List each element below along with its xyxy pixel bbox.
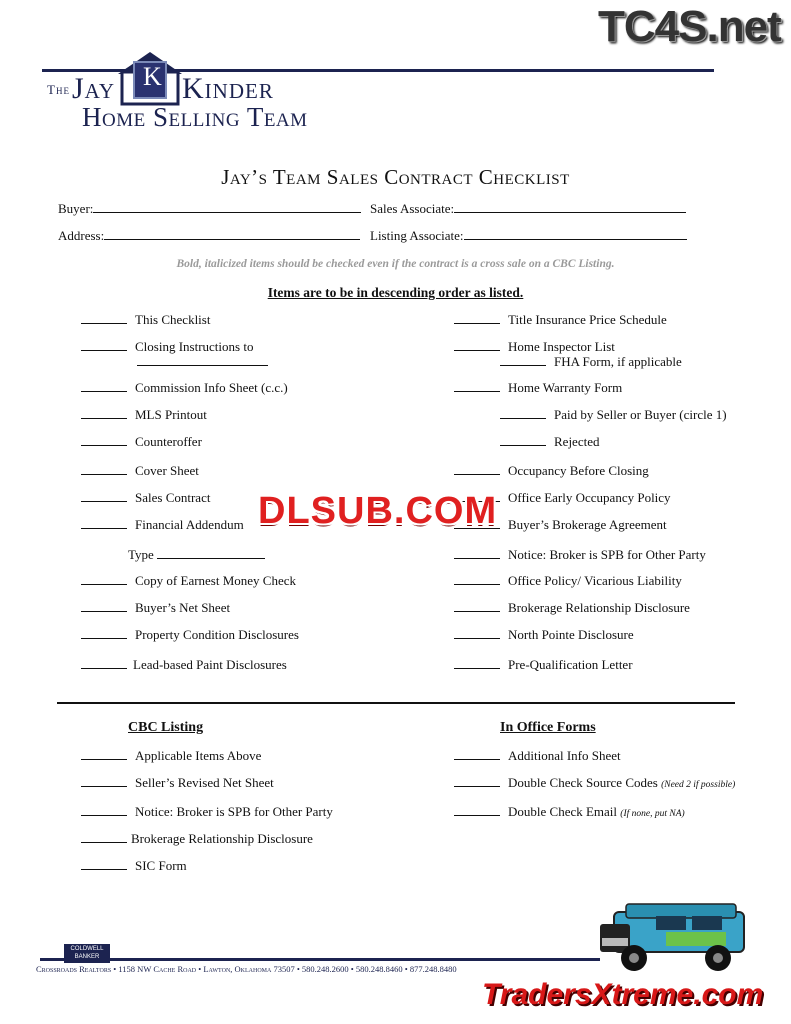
checklist-item[interactable] <box>454 312 667 328</box>
checklist-item[interactable] <box>81 434 202 450</box>
item-label: FHA Form, if applicable <box>554 354 682 369</box>
checklist-item[interactable] <box>454 748 621 764</box>
item-label: Rejected <box>554 434 600 449</box>
checklist-item[interactable] <box>454 600 690 616</box>
item-label: Office Policy/ Vicarious Liability <box>508 573 682 588</box>
checklist-item[interactable] <box>500 407 727 423</box>
checklist-item[interactable] <box>454 804 685 820</box>
hummer-truck-icon <box>596 898 756 976</box>
item-label: North Pointe Disclosure <box>508 627 634 642</box>
logo-home-selling-team: Home Selling Team <box>82 102 308 132</box>
cross-sale-note: Bold, italicized items should be checked even if the contract is a cross sale on a CBC Listing. <box>176 258 615 270</box>
item-label: Occupancy Before Closing <box>508 463 649 478</box>
item-label: Counteroffer <box>135 434 202 449</box>
footer-address: Crossroads Realtors • 1158 NW Cache Road • Lawton, Oklahoma 73507 • 580.248.2600 • 580.248.8460 • 877.248.8480 <box>36 964 457 974</box>
item-label: Property Condition Disclosures <box>135 627 299 642</box>
item-label: Applicable Items Above <box>135 748 262 763</box>
sales-associate-label: Sales Associate: <box>370 201 455 216</box>
logo-kinder: Kinder <box>182 72 274 105</box>
item-label: Double Check Source Codes <box>508 775 658 790</box>
type-field[interactable] <box>128 547 265 563</box>
tradersxtreme-watermark: TradersXtreme.com <box>482 978 764 1011</box>
checklist-item[interactable] <box>454 573 682 589</box>
item-label: Office Early Occupancy Policy <box>508 490 671 505</box>
checklist-item[interactable] <box>454 627 634 643</box>
item-label: Buyer’s Net Sheet <box>135 600 231 615</box>
tc4s-watermark: TC4S.net <box>598 2 781 51</box>
item-label: Paid by Seller or Buyer (circle 1) <box>554 407 727 422</box>
listing-associate-label: Listing Associate: <box>370 228 464 243</box>
checklist-item[interactable] <box>81 517 244 533</box>
checklist-item[interactable] <box>81 858 187 874</box>
checklist-item[interactable] <box>81 490 210 506</box>
checklist-item[interactable] <box>500 434 599 450</box>
item-label: Brokerage Relationship Disclosure <box>131 831 313 846</box>
checklist-item[interactable] <box>81 748 261 764</box>
item-label: Lead-based Paint Disclosures <box>133 657 287 672</box>
footer-rule <box>40 958 600 961</box>
checklist-item[interactable] <box>81 831 313 847</box>
item-label: SIC Form <box>135 858 187 873</box>
checklist-item[interactable] <box>454 339 615 355</box>
checklist-item[interactable] <box>81 600 230 616</box>
item-label: Buyer’s Brokerage Agreement <box>508 517 667 532</box>
item-label: Commission Info Sheet (c.c.) <box>135 380 288 395</box>
checklist-item[interactable] <box>454 547 706 563</box>
checklist-item[interactable] <box>81 407 207 423</box>
checklist-item[interactable] <box>81 775 274 791</box>
section-divider <box>57 702 735 704</box>
logo-jay: Jay <box>72 72 116 105</box>
address-label: Address: <box>58 228 105 243</box>
item-label: Additional Info Sheet <box>508 748 621 763</box>
item-label: Financial Addendum <box>135 517 244 532</box>
item-label: Notice: Broker is SPB for Other Party <box>135 804 333 819</box>
checklist-item[interactable] <box>81 380 288 396</box>
in-office-forms-title: In Office Forms <box>500 720 596 735</box>
closing-instructions-blank[interactable] <box>137 352 268 366</box>
checklist-item[interactable] <box>500 354 682 370</box>
team-logo <box>42 48 342 138</box>
item-label: Cover Sheet <box>135 463 199 478</box>
item-label: Seller’s Revised Net Sheet <box>135 775 274 790</box>
item-label: Notice: Broker is SPB for Other Party <box>508 547 706 562</box>
item-label: Sales Contract <box>135 490 211 505</box>
checklist-item[interactable] <box>454 463 649 479</box>
address-field[interactable] <box>58 228 360 244</box>
checklist-item[interactable] <box>81 573 296 589</box>
item-label: Home Warranty Form <box>508 380 623 395</box>
checklist-item[interactable] <box>454 380 622 396</box>
item-note: (Need 2 if possible) <box>661 780 736 790</box>
item-label: Double Check Email <box>508 804 618 819</box>
item-label: MLS Printout <box>135 407 207 422</box>
item-note: (If none, put NA) <box>620 809 685 819</box>
checklist-item[interactable] <box>81 627 299 643</box>
listing-associate-field[interactable] <box>370 228 687 244</box>
logo-the: The <box>47 82 70 97</box>
item-label: Title Insurance Price Schedule <box>508 312 667 327</box>
cbc-listing-title: CBC Listing <box>128 720 204 735</box>
buyer-field[interactable] <box>58 201 361 217</box>
item-label: Home Inspector List <box>508 339 615 354</box>
checklist-item[interactable] <box>454 657 633 673</box>
item-label: This Checklist <box>135 312 211 327</box>
item-label: Brokerage Relationship Disclosure <box>508 600 690 615</box>
checklist-item[interactable] <box>454 775 735 791</box>
checklist-item[interactable] <box>81 804 333 820</box>
page-title: Jay’s Team Sales Contract Checklist <box>221 165 570 189</box>
sales-associate-field[interactable] <box>370 201 686 217</box>
checklist-item[interactable] <box>81 463 199 479</box>
checklist-item[interactable] <box>81 312 210 328</box>
item-label: Closing Instructions to <box>135 339 254 354</box>
type-label: Type <box>128 547 154 562</box>
item-label: Pre-Qualification Letter <box>508 657 633 672</box>
checklist-item[interactable] <box>81 657 287 673</box>
order-note: Items are to be in descending order as listed. <box>267 285 524 300</box>
coldwell-banker-logo: COLDWELL BANKER <box>64 944 110 963</box>
logo-k-letter: K <box>143 62 162 91</box>
dlsub-watermark: DLSUB.COM <box>258 490 498 532</box>
buyer-label: Buyer: <box>58 201 94 216</box>
item-label: Copy of Earnest Money Check <box>135 573 297 588</box>
